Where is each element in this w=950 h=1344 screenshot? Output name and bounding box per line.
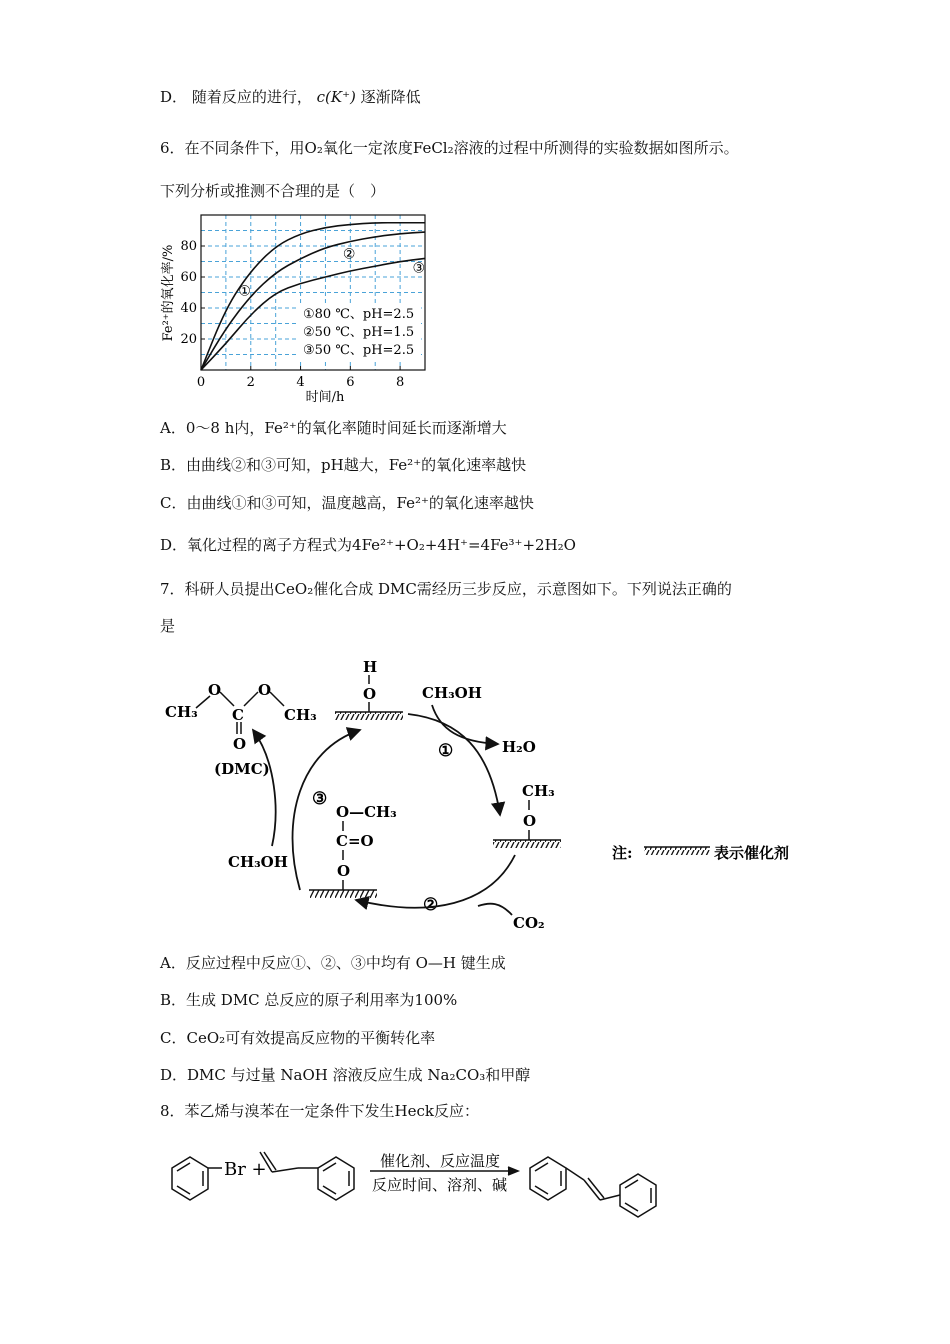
option-label: C． bbox=[160, 494, 187, 512]
o-label: O bbox=[363, 685, 377, 703]
y-tick-label: 40 bbox=[180, 301, 197, 316]
question-number: 7． bbox=[160, 580, 185, 598]
br-plus-label: Br + bbox=[224, 1159, 267, 1180]
catalyst-legend-symbol bbox=[644, 847, 710, 855]
ch3oh-label: CH₃OH bbox=[228, 853, 288, 871]
q7-stem-line1 bbox=[160, 579, 732, 599]
option-label: A． bbox=[160, 954, 186, 972]
o-label: O bbox=[233, 735, 247, 753]
option-text: 生成 DMC 总反应的原子利用率为100% bbox=[186, 991, 458, 1009]
q6-option-b bbox=[160, 455, 526, 475]
step-2-label: ② bbox=[423, 895, 439, 915]
q6-option-c bbox=[160, 493, 534, 513]
series-label: ① bbox=[238, 283, 251, 300]
option-text: 0～8 h内，Fe²⁺的氧化率随时间延长而逐渐增大 bbox=[185, 419, 507, 437]
o-ch3-label: O—CH₃ bbox=[336, 803, 397, 821]
q7-option-b bbox=[160, 990, 457, 1010]
option-text: DMC 与过量 NaOH 溶液反应生成 Na₂CO₃和甲醇 bbox=[187, 1066, 531, 1084]
note-suffix: 表示催化剂 bbox=[714, 844, 790, 862]
step-1-label: ① bbox=[438, 741, 454, 761]
option-label: C． bbox=[160, 1029, 187, 1047]
ch3-label: CH₃ bbox=[522, 782, 555, 800]
option-text: 随着反应的进行， bbox=[191, 88, 312, 106]
x-tick-label: 4 bbox=[296, 375, 305, 390]
legend-entry: ③50 ℃、pH=2.5 bbox=[303, 343, 415, 358]
y-tick-label: 80 bbox=[180, 239, 197, 254]
q6-option-a bbox=[160, 418, 507, 438]
question-number: 8． bbox=[160, 1102, 185, 1120]
option-text: 逐渐降低 bbox=[360, 88, 421, 106]
option-label: D． bbox=[160, 536, 188, 554]
legend-entry: ①80 ℃、pH=2.5 bbox=[303, 307, 415, 322]
y-axis-label: Fe²⁺的氧化率/% bbox=[161, 244, 176, 342]
option-label: D． bbox=[160, 1066, 188, 1084]
option-label: A． bbox=[160, 419, 186, 437]
dmc-out-arrow bbox=[253, 730, 276, 846]
catalyst-surface bbox=[309, 890, 377, 898]
legend-entry: ②50 ℃、pH=1.5 bbox=[303, 325, 415, 340]
h2o-label: H₂O bbox=[502, 738, 536, 756]
reaction-condition-bottom: 反应时间、溶剂、碱 bbox=[372, 1176, 508, 1194]
question-stem: 在不同条件下，用O₂氧化一定浓度FeCl₂溶液的过程中所测得的实验数据如图所示。 bbox=[184, 139, 739, 157]
x-tick-label: 6 bbox=[346, 375, 355, 390]
q7-stem-line2: 是 bbox=[160, 617, 176, 635]
q5-option-d bbox=[160, 87, 421, 107]
option-text: 由曲线①和③可知，温度越高，Fe²⁺的氧化速率越快 bbox=[186, 494, 534, 512]
x-axis-label: 时间/h bbox=[305, 390, 345, 405]
catalyst-surface bbox=[335, 712, 403, 720]
question-number: 6． bbox=[160, 139, 185, 157]
y-tick-label: 60 bbox=[180, 270, 197, 285]
series-label: ② bbox=[342, 246, 356, 263]
math-expression: c(K⁺) bbox=[316, 88, 356, 106]
dmc-label: (DMC) bbox=[214, 760, 270, 778]
oxidation-rate-chart bbox=[155, 205, 435, 405]
q7-option-a bbox=[160, 953, 506, 973]
option-label: B． bbox=[160, 456, 187, 474]
option-text: 由曲线②和③可知，pH越大，Fe²⁺的氧化速率越快 bbox=[186, 456, 527, 474]
x-tick-label: 2 bbox=[246, 375, 255, 390]
option-label: D． bbox=[160, 88, 188, 106]
o-label: O bbox=[523, 812, 537, 830]
ch3oh-in-arrow bbox=[432, 705, 498, 744]
o-label: O bbox=[337, 862, 351, 880]
option-text: CeO₂可有效提高反应物的平衡转化率 bbox=[186, 1029, 436, 1047]
o-label: O bbox=[258, 681, 272, 699]
q6-option-d bbox=[160, 535, 576, 555]
h-label: H bbox=[363, 658, 378, 676]
q8-stem bbox=[160, 1101, 479, 1121]
x-tick-label: 0 bbox=[196, 375, 206, 390]
ch3-label: CH₃ bbox=[165, 703, 198, 721]
co2-label: CO₂ bbox=[513, 914, 545, 932]
series-label: ③ bbox=[412, 260, 426, 277]
question-stem: 科研人员提出CeO₂催化合成 DMC需经历三步反应，示意图如下。下列说法正确的 bbox=[184, 580, 732, 598]
o-label: O bbox=[208, 681, 222, 699]
q7-option-c bbox=[160, 1028, 435, 1048]
option-text: 氧化过程的离子方程式为4Fe²⁺+O₂+4H⁺=4Fe³⁺+2H₂O bbox=[187, 536, 576, 554]
q7-option-d bbox=[160, 1065, 530, 1085]
q6-stem-line2: 下列分析或推测不合理的是（ ） bbox=[160, 182, 386, 200]
option-text: 反应过程中反应①、②、③中均有 O—H 键生成 bbox=[185, 954, 506, 972]
note-prefix: 注: bbox=[612, 844, 633, 862]
reaction-condition-top: 催化剂、反应温度 bbox=[380, 1152, 501, 1170]
q6-stem-line1 bbox=[160, 138, 739, 158]
x-tick-label: 8 bbox=[395, 375, 405, 390]
co2-in-arrow bbox=[478, 904, 512, 915]
ch3-label: CH₃ bbox=[284, 706, 317, 724]
catalyst-surface bbox=[493, 840, 561, 848]
dmc-cycle-diagram bbox=[160, 650, 820, 940]
option-label: B． bbox=[160, 991, 187, 1009]
c-label: C bbox=[232, 706, 244, 724]
cycle-arrow-1 bbox=[408, 714, 500, 815]
step-3-label: ③ bbox=[312, 789, 328, 809]
ch3oh-label: CH₃OH bbox=[422, 684, 482, 702]
y-tick-label: 20 bbox=[180, 332, 197, 347]
heck-reaction-scheme bbox=[160, 1138, 700, 1228]
question-stem: 苯乙烯与溴苯在一定条件下发生Heck反应： bbox=[184, 1102, 479, 1120]
c-eq-o-label: C=O bbox=[336, 832, 374, 850]
